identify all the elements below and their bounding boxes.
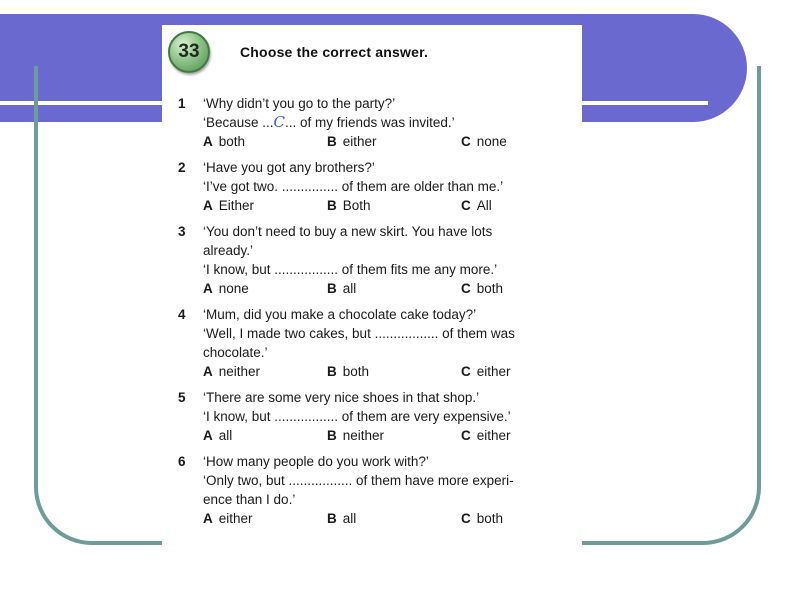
option-a[interactable] bbox=[203, 196, 254, 215]
option-c[interactable] bbox=[461, 279, 503, 298]
exercise-header bbox=[168, 31, 428, 73]
question-prompt: ‘Why didn’t you go to the party?’ bbox=[203, 96, 396, 111]
option-letter: B bbox=[327, 281, 337, 296]
question-5 bbox=[178, 388, 574, 445]
option-b[interactable] bbox=[327, 509, 356, 528]
option-text: either bbox=[476, 364, 511, 379]
option-text: all bbox=[218, 428, 233, 443]
option-letter: B bbox=[327, 198, 337, 213]
option-letter: B bbox=[327, 511, 337, 526]
option-a[interactable] bbox=[203, 279, 249, 298]
option-text: all bbox=[342, 511, 357, 526]
option-a[interactable] bbox=[203, 362, 260, 381]
question-response-continued: ence than I do.’ bbox=[203, 492, 296, 507]
option-c[interactable] bbox=[461, 196, 492, 215]
option-letter: B bbox=[327, 134, 337, 149]
option-letter: C bbox=[461, 134, 471, 149]
option-letter: C bbox=[461, 281, 471, 296]
option-a[interactable] bbox=[203, 132, 245, 151]
option-text: both bbox=[476, 281, 504, 296]
question-number: 6 bbox=[178, 454, 186, 469]
option-letter: B bbox=[327, 428, 337, 443]
question-3 bbox=[178, 222, 574, 298]
answer-options bbox=[203, 132, 574, 151]
answer-options bbox=[203, 509, 574, 528]
option-text: Both bbox=[342, 198, 371, 213]
response-text-end: ... of my friends was invited.’ bbox=[285, 115, 455, 130]
answer-options bbox=[203, 426, 574, 445]
option-text: both bbox=[218, 134, 246, 149]
option-b[interactable] bbox=[327, 132, 377, 151]
answer-options bbox=[203, 279, 574, 298]
question-1 bbox=[178, 94, 574, 151]
option-c[interactable] bbox=[461, 426, 511, 445]
option-letter: A bbox=[203, 428, 213, 443]
question-response bbox=[203, 113, 574, 132]
option-text: Either bbox=[218, 198, 255, 213]
option-letter: A bbox=[203, 364, 213, 379]
option-text: either bbox=[218, 511, 253, 526]
option-text: all bbox=[342, 281, 357, 296]
option-letter: A bbox=[203, 134, 213, 149]
option-text: All bbox=[476, 198, 492, 213]
option-c[interactable] bbox=[461, 362, 511, 381]
exercise-page bbox=[162, 25, 582, 550]
option-letter: A bbox=[203, 198, 213, 213]
exercise-title: Choose the correct answer. bbox=[240, 44, 429, 60]
handwritten-answer: C bbox=[273, 113, 286, 131]
question-response: ‘I know, but ................. of them are very expensive.’ bbox=[203, 409, 511, 424]
option-letter: C bbox=[461, 428, 471, 443]
question-2 bbox=[178, 158, 574, 215]
exercise-number: 33 bbox=[178, 41, 200, 62]
question-number: 5 bbox=[178, 390, 186, 405]
option-c[interactable] bbox=[461, 509, 503, 528]
question-prompt: ‘How many people do you work with?’ bbox=[203, 454, 429, 469]
option-b[interactable] bbox=[327, 196, 371, 215]
option-c[interactable] bbox=[461, 132, 507, 151]
question-4 bbox=[178, 305, 574, 381]
option-letter: C bbox=[461, 364, 471, 379]
option-text: both bbox=[476, 511, 504, 526]
question-prompt: ‘Mum, did you make a chocolate cake today?’ bbox=[203, 307, 477, 322]
question-response: ‘Only two, but ................. of them have more experi- bbox=[203, 473, 514, 488]
answer-options bbox=[203, 362, 574, 381]
option-text: either bbox=[342, 134, 377, 149]
question-prompt: ‘There are some very nice shoes in that shop.’ bbox=[203, 390, 480, 405]
question-list bbox=[178, 94, 574, 535]
question-prompt-continued: already.’ bbox=[203, 243, 254, 258]
option-a[interactable] bbox=[203, 509, 253, 528]
exercise-number-badge bbox=[168, 31, 210, 73]
option-text: none bbox=[476, 134, 507, 149]
option-text: none bbox=[218, 281, 249, 296]
option-letter: A bbox=[203, 281, 213, 296]
question-response: ‘I know, but ................. of them fits me any more.’ bbox=[203, 262, 498, 277]
option-letter: C bbox=[461, 198, 471, 213]
question-number: 3 bbox=[178, 224, 186, 239]
option-b[interactable] bbox=[327, 362, 369, 381]
question-prompt: ‘You don’t need to buy a new skirt. You have lots bbox=[203, 224, 493, 239]
option-a[interactable] bbox=[203, 426, 232, 445]
option-b[interactable] bbox=[327, 279, 356, 298]
option-text: neither bbox=[218, 364, 261, 379]
question-number: 2 bbox=[178, 160, 186, 175]
response-text-start: ‘Because ... bbox=[203, 115, 274, 130]
question-prompt: ‘Have you got any brothers?’ bbox=[203, 160, 375, 175]
question-number: 1 bbox=[178, 96, 186, 111]
option-letter: A bbox=[203, 511, 213, 526]
option-text: neither bbox=[342, 428, 385, 443]
answer-options bbox=[203, 196, 574, 215]
option-text: both bbox=[342, 364, 370, 379]
question-number: 4 bbox=[178, 307, 186, 322]
option-text: either bbox=[476, 428, 511, 443]
option-letter: B bbox=[327, 364, 337, 379]
question-response-continued: chocolate.’ bbox=[203, 345, 268, 360]
option-b[interactable] bbox=[327, 426, 384, 445]
question-response: ‘I’ve got two. ............... of them are older than me.’ bbox=[203, 179, 504, 194]
question-response: ‘Well, I made two cakes, but ................. of them was bbox=[203, 326, 515, 341]
option-letter: C bbox=[461, 511, 471, 526]
question-6 bbox=[178, 452, 574, 528]
